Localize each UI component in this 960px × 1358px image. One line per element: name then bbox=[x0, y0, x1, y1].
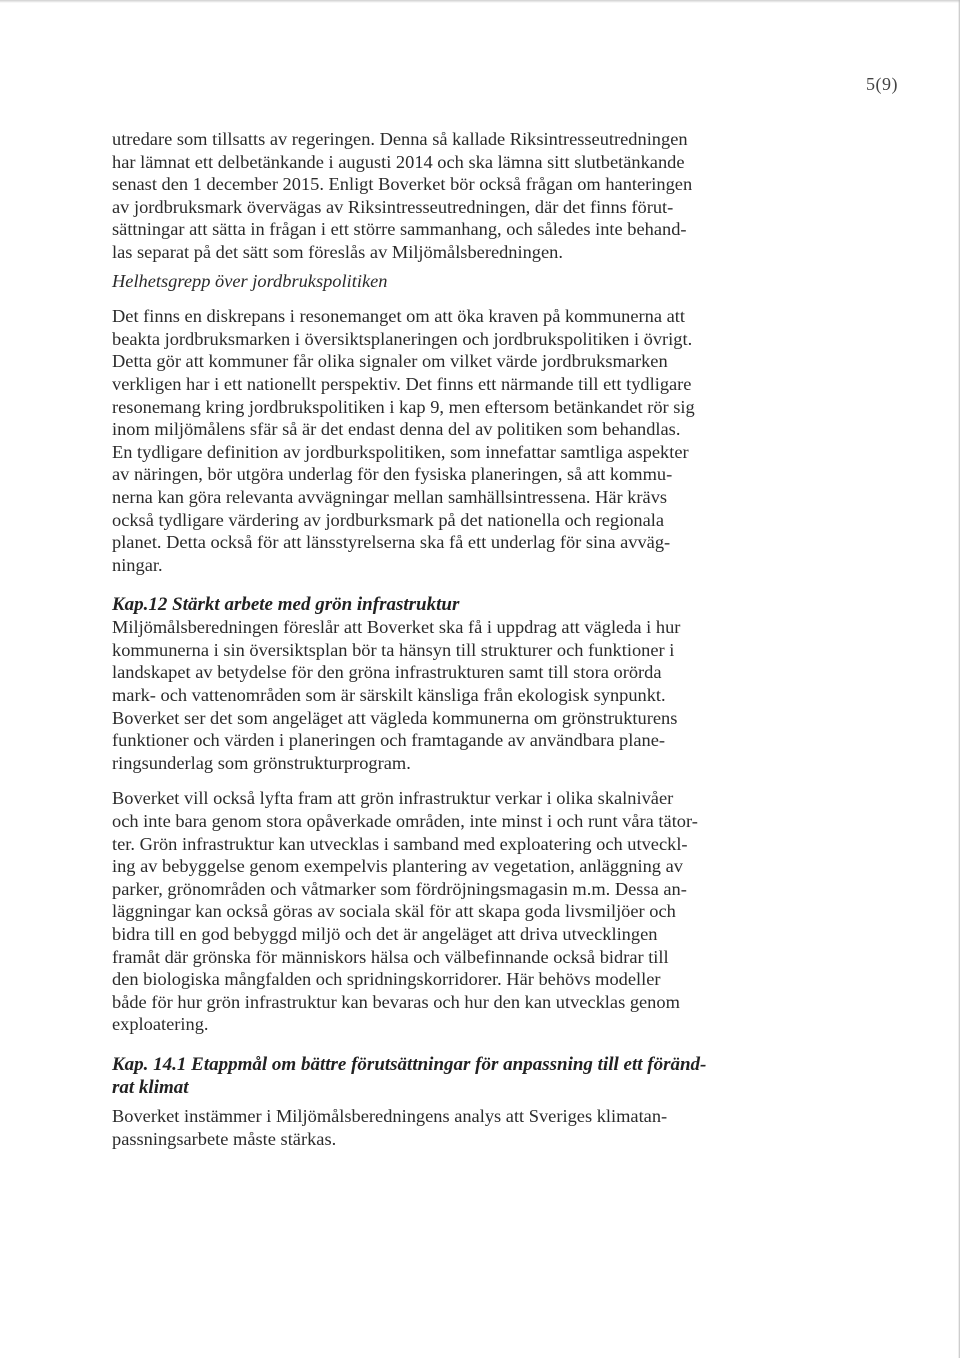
section-heading-kap12: Kap.12 Stärkt arbete med grön infrastruktur bbox=[112, 594, 460, 616]
text-line: framåt där grönska för människors hälsa och välbefinnande också bidrar till bbox=[112, 946, 669, 967]
text-line: planet. Detta också för att länsstyrelserna ska få ett underlag för sina avväg- bbox=[112, 532, 671, 553]
text-line: kommunerna i sin översiktsplan bör ta hänsyn till strukturer och funktioner i bbox=[112, 639, 675, 660]
kap14-paragraph bbox=[112, 1105, 730, 1150]
text-line: både för hur grön infrastruktur kan bevaras och hur den kan utvecklas genom bbox=[112, 991, 680, 1012]
kap12-paragraph-1 bbox=[112, 616, 730, 774]
text-line: utredare som tillsatts av regeringen. Denna så kallade Riksintresseutredningen bbox=[112, 129, 688, 149]
text-line: Boverket vill också lyfta fram att grön infrastruktur verkar i olika skalnivåer bbox=[112, 788, 674, 809]
text-line: den biologiska mångfalden och spridningskorridorer. Här behövs modeller bbox=[112, 969, 661, 990]
text-line: passningsarbete måste stärkas. bbox=[112, 1128, 337, 1149]
document-body bbox=[112, 128, 730, 1150]
text-line: av jordbruksmark övervägas av Riksintresseutredningen, där det finns förut- bbox=[112, 196, 674, 217]
text-line: ing av bebyggelse genom exempelvis plantering av vegetation, anläggning av bbox=[112, 856, 683, 877]
text-line: parker, grönområden och våtmarker som fördröjningsmagasin m.m. Dessa an- bbox=[112, 878, 687, 899]
kap12-paragraph-2 bbox=[112, 787, 730, 1036]
text-line: senast den 1 december 2015. Enligt Boverket bör också frågan om hanteringen bbox=[112, 174, 693, 195]
text-line: resonemang kring jordbrukspolitiken i kap 9, men eftersom betänkandet rör sig bbox=[112, 396, 695, 417]
text-line: Det finns en diskrepans i resonemanget om att öka kraven på kommunerna att bbox=[112, 306, 686, 327]
text-line: sättningar att sätta in frågan i ett större sammanhang, och således inte behand- bbox=[112, 219, 687, 240]
section-heading-kap14 bbox=[112, 1053, 730, 1099]
scan-edge-top bbox=[0, 0, 960, 3]
text-line: av näringen, bör utgöra underlag för den fysiska planeringen, så att kommu- bbox=[112, 464, 673, 485]
text-line: ningar. bbox=[112, 554, 163, 575]
text-line: läggningar kan också göras av sociala skäl för att skapa goda livsmiljöer och bbox=[112, 901, 676, 922]
helhetsgrepp-paragraph bbox=[112, 305, 730, 576]
text-line: Detta gör att kommuner får olika signaler om vilket värde jordbruksmarken bbox=[112, 351, 668, 372]
text-line: inom miljömålens sfär så är det endast denna del av politiken som behandlas. bbox=[112, 419, 681, 440]
text-line: och inte bara genom stora opåverkade områden, inte minst i och runt våra tätor- bbox=[112, 811, 698, 832]
text-line: funktioner och värden i planeringen och framtagande av användbara plane- bbox=[112, 730, 666, 751]
text-line: exploatering. bbox=[112, 1014, 209, 1035]
text-line: las separat på det sätt som föreslås av Miljömålsberedningen. bbox=[112, 241, 563, 262]
text-line: också tydligare värdering av jordburksmark på det nationella och regionala bbox=[112, 509, 665, 530]
heading-line: Kap. 14.1 Etappmål om bättre förutsättningar för anpassning till ett föränd- bbox=[112, 1053, 707, 1075]
heading-line: rat klimat bbox=[112, 1076, 189, 1098]
text-line: har lämnat ett delbetänkande i augusti 2014 och ska lämna sitt slutbetänkande bbox=[112, 151, 685, 172]
text-line: verkligen har i ett nationellt perspektiv. Det finns ett närmande till ett tydligare bbox=[112, 373, 692, 394]
text-line: ringsunderlag som grönstrukturprogram. bbox=[112, 752, 411, 773]
text-line: nerna kan göra relevanta avvägningar mellan samhällsintressena. Här krävs bbox=[112, 486, 668, 507]
text-line: Miljömålsberedningen föreslår att Boverket ska få i uppdrag att vägleda i hur bbox=[112, 617, 681, 638]
text-line: bidra till en god bebyggd miljö och det är angeläget att driva utvecklingen bbox=[112, 924, 658, 944]
text-line: En tydligare definition av jordburkspolitiken, som innefattar samtliga aspekter bbox=[112, 441, 689, 462]
text-line: ter. Grön infrastruktur kan utvecklas i samband med exploatering och utveckl- bbox=[112, 833, 688, 854]
text-line: mark- och vattenområden som är särskilt känsliga från ekologisk synpunkt. bbox=[112, 685, 666, 706]
page-number: 5(9) bbox=[866, 74, 898, 94]
text-line: beakta jordbruksmarken i översiktsplaneringen och jordbrukspolitiken i övrigt. bbox=[112, 328, 693, 349]
text-line: Boverket ser det som angeläget att vägleda kommunerna om grönstrukturens bbox=[112, 707, 678, 728]
text-line: Boverket instämmer i Miljömålsberedningens analys att Sveriges klimatan- bbox=[112, 1105, 668, 1126]
text-line: landskapet av betydelse för den gröna infrastrukturen samt till stora orörda bbox=[112, 662, 662, 683]
section-heading-helhetsgrepp: Helhetsgrepp över jordbrukspolitiken bbox=[112, 270, 388, 291]
intro-paragraph bbox=[112, 128, 730, 264]
